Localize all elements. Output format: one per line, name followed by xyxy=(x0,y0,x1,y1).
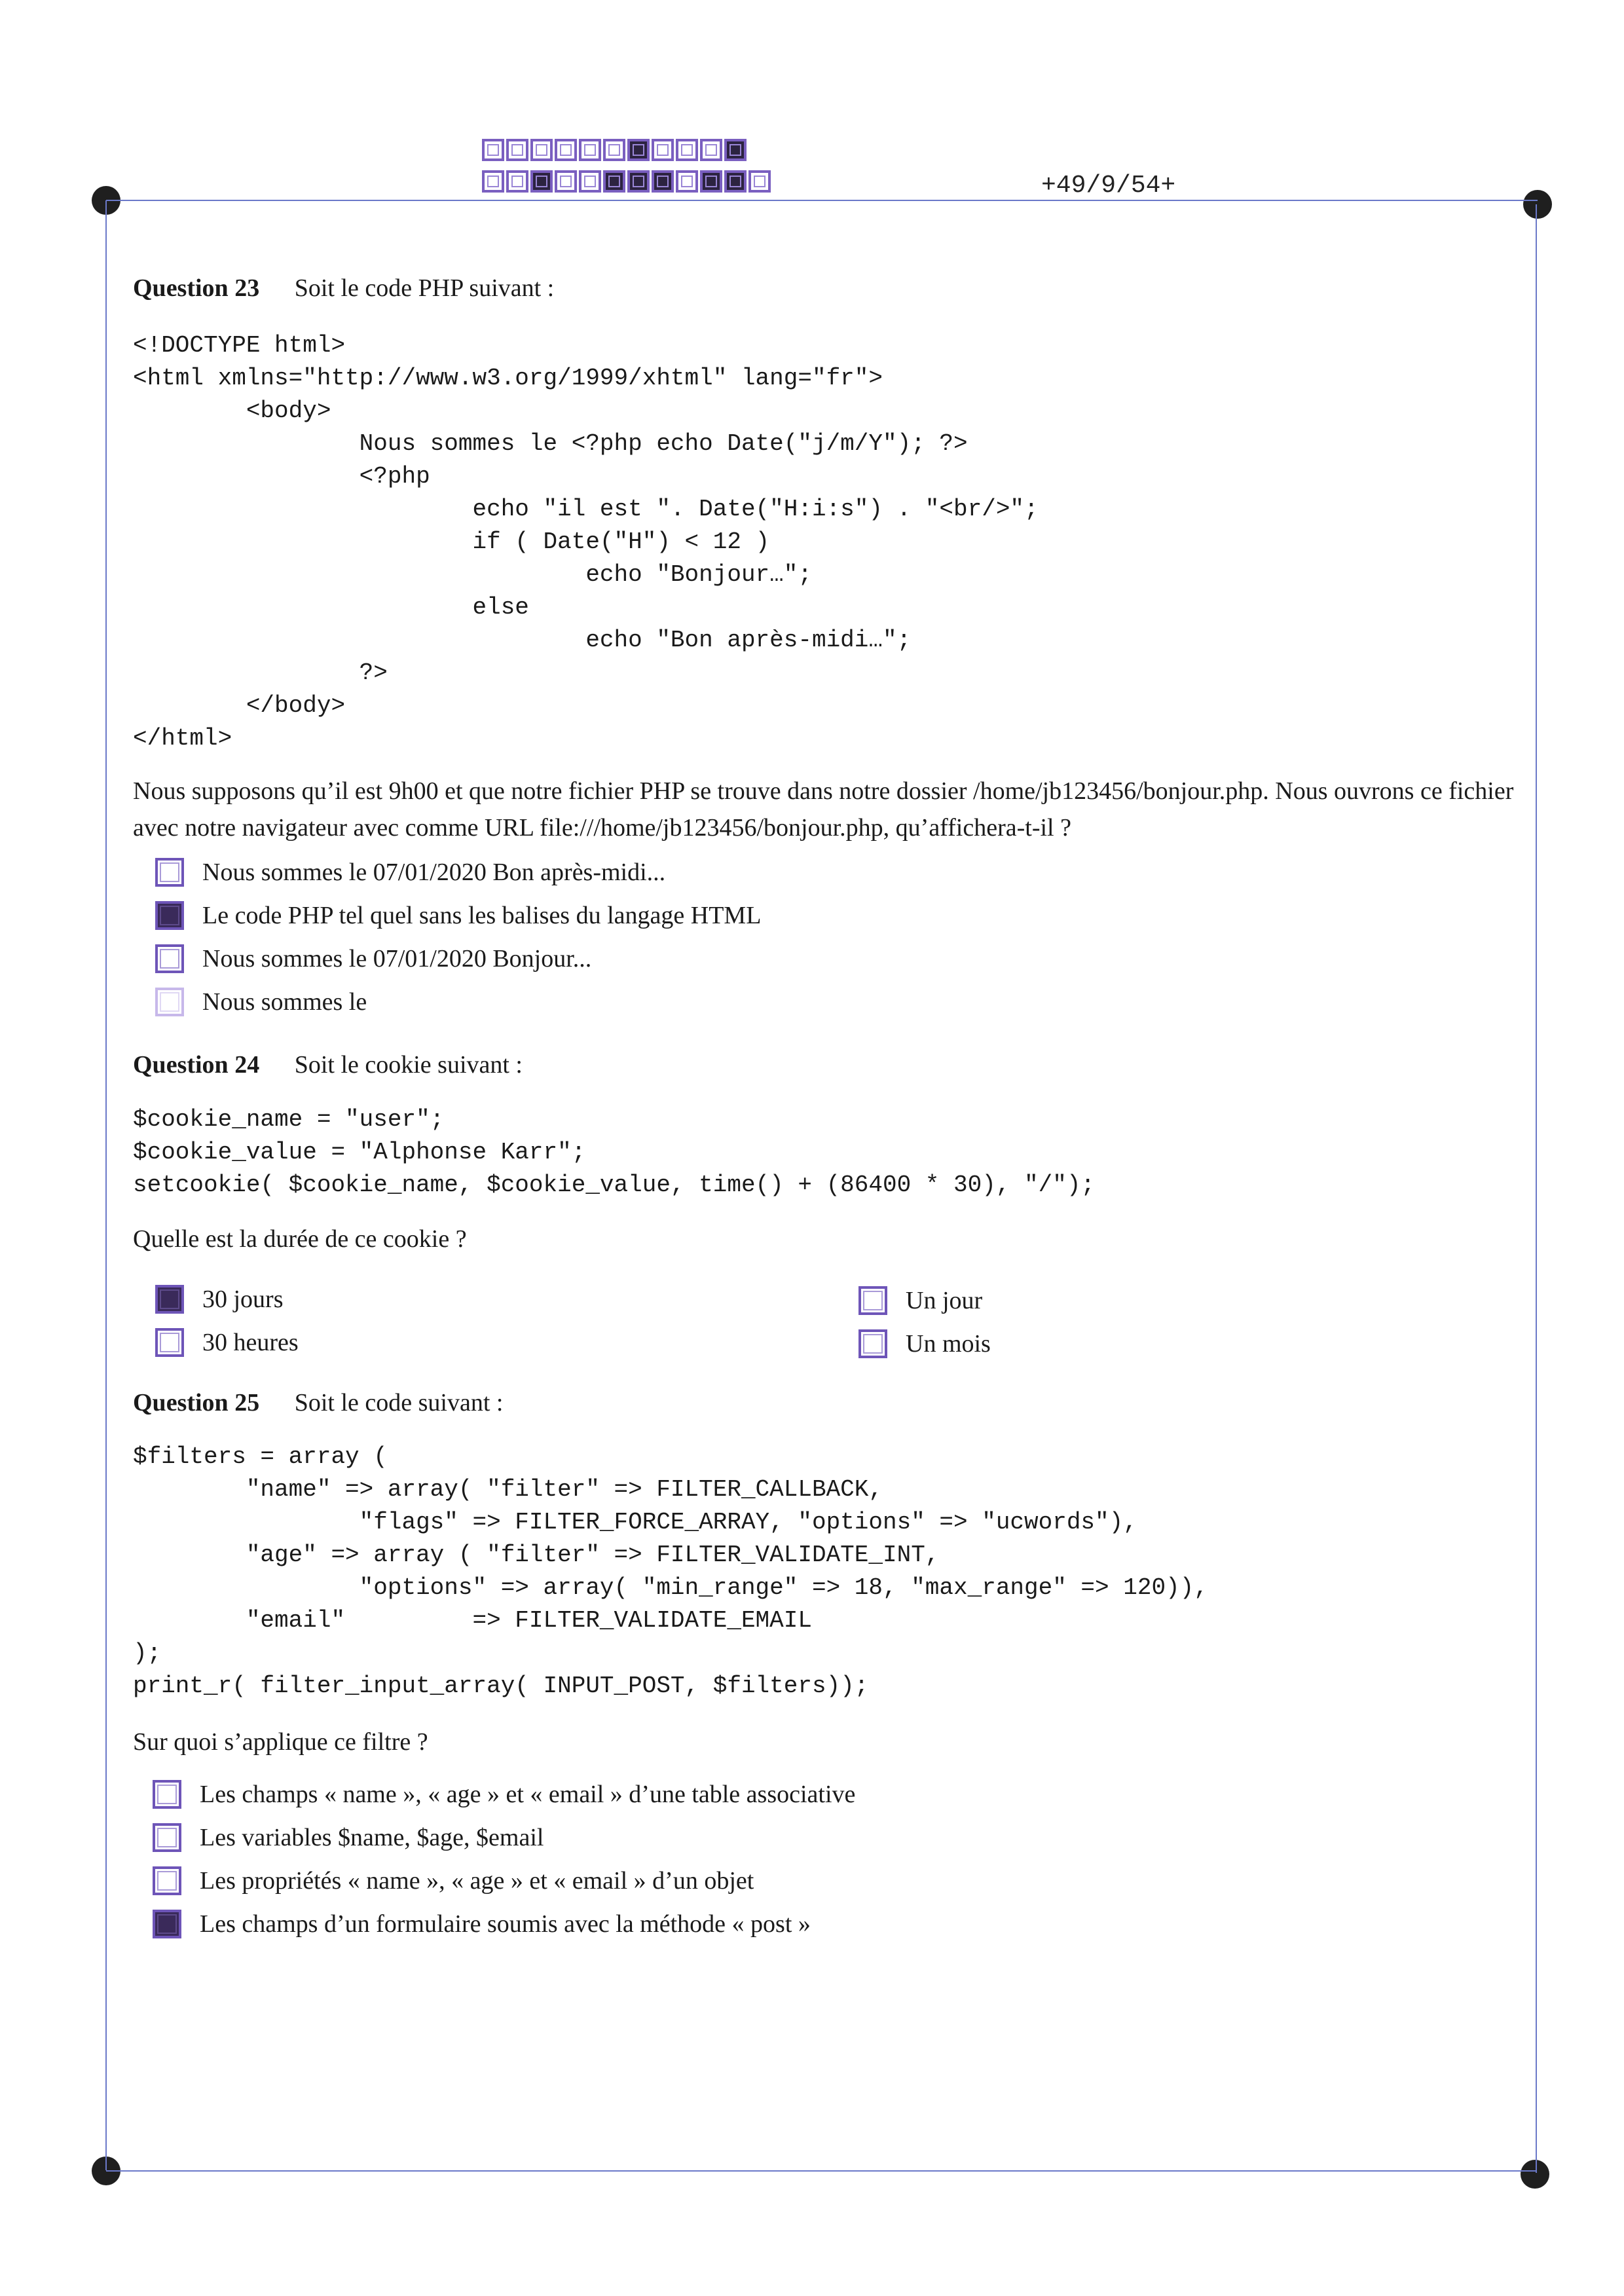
answer-q24-2[interactable] xyxy=(155,1328,299,1357)
answer-q23-4[interactable] xyxy=(155,988,367,1016)
id-box xyxy=(700,139,722,161)
id-box xyxy=(482,170,504,193)
question-23-code: <!DOCTYPE html> <html xmlns="http://www.w3.org/1999/xhtml" lang="fr"> <body> Nous sommes le <?php echo Date("j/m/Y"); ?> <?php echo "il est ". Date("H:i:s") . "<br/>"; if ( Date("H") < 12 ) echo "Bonjour…"; else echo "Bon après-midi…"; ?> </body> </html> xyxy=(133,332,1039,752)
question-23-heading xyxy=(133,274,554,303)
id-box-filled xyxy=(652,170,674,193)
id-box-filled xyxy=(724,139,747,161)
answer-label: Les champs « name », « age » et « email » d’une table associative xyxy=(200,1781,856,1808)
answer-q23-2[interactable] xyxy=(155,901,761,930)
answer-label: 30 jours xyxy=(202,1286,284,1313)
answer-label: Les propriétés « name », « age » et « email » d’un objet xyxy=(200,1867,754,1895)
page-id: +49/9/54+ xyxy=(1041,172,1176,200)
student-id-boxes-row-1 xyxy=(482,139,748,161)
id-box xyxy=(506,170,528,193)
frame-right-line xyxy=(1536,204,1537,2173)
answer-q25-4[interactable] xyxy=(153,1910,811,1938)
question-number: Question 23 xyxy=(133,274,260,302)
answer-q24-1[interactable] xyxy=(155,1285,284,1314)
answer-q24-4[interactable] xyxy=(858,1329,991,1358)
id-box-filled xyxy=(700,170,722,193)
id-box xyxy=(748,170,771,193)
id-box xyxy=(530,139,553,161)
corner-mark-top-right xyxy=(1523,190,1552,219)
question-25-code: $filters = array ( "name" => array( "filter" => FILTER_CALLBACK, "flags" => FILTER_FORCE_ARRAY, "options" => "ucwords"), "age" => array ( "filter" => FILTER_VALIDATE_INT, "options" => array( "min_range" => 18, "max_range" => 120)), "email" => FILTER_VALIDATE_EMAIL ); print_r( filter_input_array( INPUT_POST, $filters)); xyxy=(133,1443,1208,1699)
checkbox-checked[interactable] xyxy=(155,1285,184,1314)
id-box xyxy=(676,139,698,161)
question-23-text: Nous supposons qu’il est 9h00 et que notre fichier PHP se trouve dans notre dossier /home/jb123456/bonjour.php. Nous ouvrons ce fichier avec notre navigateur avec comme URL file:///home/jb123456/bonjour.php, qu’affichera-t-il ? xyxy=(133,777,1514,842)
question-prompt: Soit le code suivant : xyxy=(294,1389,504,1416)
question-24-text: Quelle est la durée de ce cookie ? xyxy=(133,1225,467,1253)
answer-q23-1[interactable] xyxy=(155,858,665,887)
answer-label: Nous sommes le xyxy=(202,988,367,1016)
question-25-text: Sur quoi s’applique ce filtre ? xyxy=(133,1728,428,1756)
question-number: Question 24 xyxy=(133,1051,260,1079)
answer-q23-3[interactable] xyxy=(155,944,591,973)
checkbox-checked[interactable] xyxy=(153,1910,181,1938)
id-box-filled xyxy=(603,170,625,193)
id-box xyxy=(579,170,601,193)
answer-q25-3[interactable] xyxy=(153,1866,754,1895)
checkbox[interactable] xyxy=(153,1780,181,1809)
answer-label: Nous sommes le 07/01/2020 Bon après-midi... xyxy=(202,859,666,886)
answer-label: Les variables $name, $age, $email xyxy=(200,1824,544,1851)
frame-top-line xyxy=(106,200,1538,201)
answer-label: Un jour xyxy=(906,1287,983,1314)
id-box-filled xyxy=(627,139,650,161)
checkbox-checked[interactable] xyxy=(155,901,184,930)
question-24-code: $cookie_name = "user"; $cookie_value = "Alphonse Karr"; setcookie( $cookie_name, $cookie_value, time() + (86400 * 30), "/"); xyxy=(133,1106,1096,1198)
answer-q25-1[interactable] xyxy=(153,1780,855,1809)
id-box xyxy=(652,139,674,161)
frame-left-line xyxy=(105,200,107,2170)
question-prompt: Soit le code PHP suivant : xyxy=(294,274,555,302)
student-id-boxes-row-2 xyxy=(482,170,773,193)
checkbox[interactable] xyxy=(858,1286,887,1315)
checkbox[interactable] xyxy=(155,988,184,1016)
id-box xyxy=(482,139,504,161)
checkbox[interactable] xyxy=(155,1328,184,1357)
id-box xyxy=(579,139,601,161)
answer-label: Nous sommes le 07/01/2020 Bonjour... xyxy=(202,945,592,972)
id-box xyxy=(555,139,577,161)
answer-label: Un mois xyxy=(906,1330,991,1358)
checkbox[interactable] xyxy=(155,858,184,887)
question-prompt: Soit le cookie suivant : xyxy=(294,1051,523,1079)
id-box-filled xyxy=(627,170,650,193)
frame-bottom-line xyxy=(106,2170,1536,2172)
checkbox[interactable] xyxy=(858,1329,887,1358)
question-24-heading xyxy=(133,1050,523,1079)
question-25-heading xyxy=(133,1388,503,1417)
id-box-filled xyxy=(530,170,553,193)
answer-q24-3[interactable] xyxy=(858,1286,982,1315)
id-box xyxy=(603,139,625,161)
answer-label: 30 heures xyxy=(202,1329,299,1356)
id-box-filled xyxy=(724,170,747,193)
question-number: Question 25 xyxy=(133,1389,260,1416)
answer-label: Le code PHP tel quel sans les balises du langage HTML xyxy=(202,902,762,929)
id-box xyxy=(506,139,528,161)
corner-mark-bottom-right xyxy=(1521,2160,1549,2189)
checkbox[interactable] xyxy=(153,1866,181,1895)
answer-label: Les champs d’un formulaire soumis avec la méthode « post » xyxy=(200,1910,811,1938)
id-box xyxy=(555,170,577,193)
id-box xyxy=(676,170,698,193)
answer-q25-2[interactable] xyxy=(153,1823,544,1852)
checkbox[interactable] xyxy=(153,1823,181,1852)
checkbox[interactable] xyxy=(155,944,184,973)
